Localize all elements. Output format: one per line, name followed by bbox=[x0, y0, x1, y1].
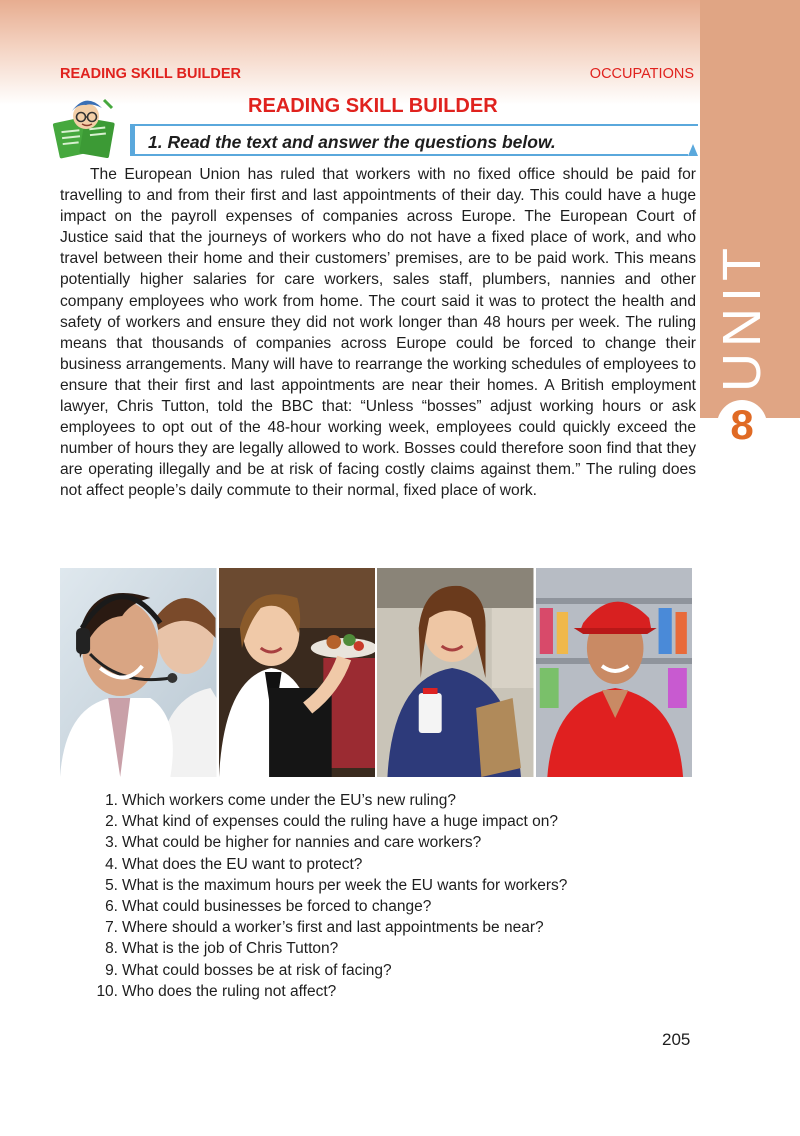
unit-label bbox=[712, 242, 772, 450]
shop-worker-photo bbox=[536, 568, 693, 777]
question-text: What kind of expenses could the ruling have a huge impact on? bbox=[122, 813, 558, 831]
call-center-workers-photo bbox=[60, 568, 217, 777]
question-item bbox=[88, 960, 567, 981]
question-item bbox=[88, 917, 567, 938]
question-text: What is the maximum hours per week the EU wants for workers? bbox=[122, 876, 568, 894]
unit-word: UNIT bbox=[712, 242, 772, 392]
section-title: READING SKILL BUILDER bbox=[248, 95, 498, 117]
question-item bbox=[88, 832, 567, 853]
question-text: Where should a worker’s first and last appointments be near? bbox=[122, 919, 544, 937]
question-item bbox=[88, 896, 567, 917]
question-text: What could businesses be forced to change? bbox=[122, 898, 432, 916]
question-number: 10. bbox=[96, 982, 118, 1000]
waitress-photo bbox=[219, 568, 376, 777]
unit-number: 8 bbox=[717, 400, 767, 450]
question-item bbox=[88, 981, 567, 1002]
question-item bbox=[88, 875, 567, 896]
question-number: 1. bbox=[105, 792, 118, 809]
reading-passage: The European Union has ruled that workers with no fixed office should be paid for travelling to and from their first and last appointments of their day. This could have a huge impact on the payroll expenses of companies across Europe. The European Court of Justice said that the journeys of workers who do not have a fixed place of work, and who travel between their home and their customers’ premises, are to be paid work. This means potentially higher salaries for care workers, sales staff, plumbers, nannies and other company employees who work from home. The court said it was to protect the health and safety of workers and ensure they did not work longer than 48 hours per week. The ruling means that thousands of companies across Europe could be forced to change their business arrangements. Many will have to rearrange the working schedules of employees to ensure that their first and last appointments are near their homes. A British employment lawyer, Chris Tutton, told the BBC that: “Unless “bosses” adjust working hours or ask employees to opt out of the 48-hour working week, employees could quickly exceed the number of hours they are legally allowed to work. Bosses could therefore soon find that they are operating illegally and be at risk of facing costly claims against them.” The ruling does not affect people’s daily commute to their normal, fixed place of work. bbox=[60, 166, 696, 500]
question-number: 3. bbox=[105, 834, 118, 852]
question-text: What could be higher for nannies and care workers? bbox=[122, 834, 482, 852]
question-number: 7. bbox=[105, 919, 118, 937]
running-header-chapter: OCCUPATIONS bbox=[589, 66, 694, 82]
question-item bbox=[88, 854, 567, 875]
question-text: Which workers come under the EU’s new ruling? bbox=[122, 792, 456, 809]
question-list bbox=[88, 790, 567, 1002]
question-item bbox=[88, 938, 567, 959]
reading-mascot-icon bbox=[52, 96, 124, 162]
instruction-text: 1. Read the text and answer the questions below. bbox=[148, 132, 556, 152]
question-item bbox=[88, 790, 567, 811]
question-text: Who does the ruling not affect? bbox=[122, 982, 337, 1000]
question-text: What could bosses be at risk of facing? bbox=[122, 961, 392, 979]
question-number: 9. bbox=[105, 961, 118, 979]
question-item bbox=[88, 811, 567, 832]
question-text: What does the EU want to protect? bbox=[122, 855, 363, 873]
question-number: 5. bbox=[105, 876, 118, 894]
question-number: 2. bbox=[105, 813, 118, 831]
fast-food-worker-photo bbox=[377, 568, 534, 777]
running-header-section: READING SKILL BUILDER bbox=[60, 66, 241, 82]
page-number: 205 bbox=[662, 1030, 691, 1049]
photo-strip bbox=[60, 568, 692, 777]
question-number: 4. bbox=[105, 855, 118, 873]
question-number: 6. bbox=[105, 898, 118, 916]
question-text: What is the job of Chris Tutton? bbox=[122, 940, 339, 958]
header-gradient bbox=[0, 0, 700, 105]
question-number: 8. bbox=[105, 940, 118, 958]
